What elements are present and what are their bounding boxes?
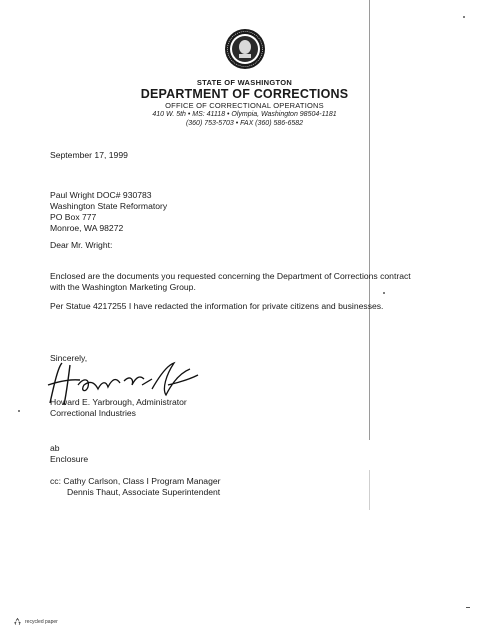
recycle-icon: [13, 617, 22, 626]
paragraph-line: Enclosed are the documents you requested concerning the Department of Corrections contract: [50, 271, 411, 281]
enclosure-note: Enclosure: [50, 454, 89, 464]
paragraph-line: with the Washington Marketing Group.: [50, 282, 196, 292]
recipient-line: Washington State Reformatory: [50, 201, 168, 211]
scan-speck: [466, 607, 470, 608]
letterhead-address: 410 W. 5th • MS: 41118 • Olympia, Washington 98504-1181: [152, 111, 337, 118]
recycled-paper-label: recycled paper: [25, 618, 58, 625]
recipient-line: Monroe, WA 98272: [50, 223, 124, 233]
state-seal-logo: [224, 28, 266, 70]
letter-date: September 17, 1999: [50, 150, 128, 160]
letterhead-state: STATE OF WASHINGTON: [196, 78, 293, 87]
scan-line-artifact: [369, 0, 370, 440]
scan-speck: [383, 292, 385, 294]
typist-initials-block: [50, 443, 88, 465]
recipient-address: [50, 190, 167, 234]
scan-line-artifact-lower: [369, 470, 370, 510]
typist-initials: ab: [50, 443, 60, 453]
recipient-line: Paul Wright DOC# 930783: [50, 190, 152, 200]
recycled-paper-footer: [13, 617, 58, 626]
cc-list: [50, 476, 221, 498]
closing: Sincerely,: [50, 353, 88, 363]
cc-line: Dennis Thaut, Associate Superintendent: [67, 487, 221, 497]
paragraph-enclosed-documents: [50, 271, 411, 293]
paragraph-redaction: Per Statue 4217255 I have redacted the information for private citizens and businesses.: [50, 301, 384, 311]
signer-unit: Correctional Industries: [50, 408, 136, 418]
letterhead-department: DEPARTMENT OF CORRECTIONS: [140, 87, 349, 101]
letterhead-office: OFFICE OF CORRECTIONAL OPERATIONS: [165, 101, 324, 110]
cc-line: cc: Cathy Carlson, Class I Program Manager: [50, 476, 221, 486]
scan-speck: [463, 16, 465, 18]
salutation: Dear Mr. Wright:: [50, 240, 113, 250]
signature-block: [50, 397, 187, 419]
recipient-line: PO Box 777: [50, 212, 97, 222]
signer-name: Howard E. Yarbrough, Administrator: [50, 397, 187, 407]
letterhead-phone: (360) 753-5703 • FAX (360) 586-6582: [185, 120, 304, 127]
scan-speck: [18, 410, 20, 412]
